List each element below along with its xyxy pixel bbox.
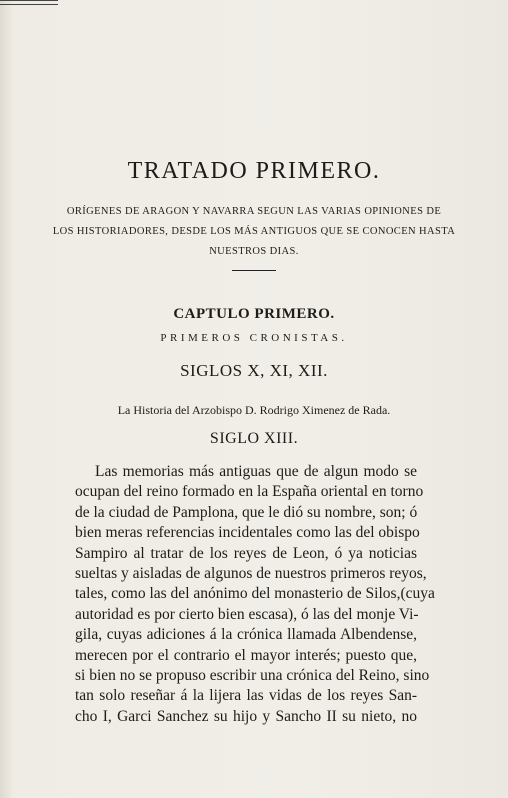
treatise-title: TRATADO PRIMERO. <box>127 158 381 184</box>
text-line: tales, como las del anónimo del monasterio de Silos,(cuya <box>75 585 435 603</box>
subtitle-line: ORÍGENES DE ARAGON Y NAVARRA SEGUN LAS VARIAS OPINIONES DE <box>66 206 442 217</box>
text-line: cho I, Garci Sanchez su hijo y Sancho II su nieto, no <box>75 707 417 725</box>
subtitle-line: NUESTROS DIAS. <box>209 246 299 257</box>
section-heading-2: SIGLO XIII. <box>209 430 299 447</box>
text-line: autoridad es por cierto bien escasa), ó las del monje Vi- <box>75 605 419 623</box>
chapter-title: CAPTULO PRIMERO. <box>173 306 335 322</box>
body-paragraph <box>75 462 435 727</box>
section-divider <box>232 270 276 271</box>
text-line: merecen por el contrario el mayor interés; puesto que, <box>75 646 417 664</box>
historical-note: La Historia del Arzobispo D. Rodrigo Ximenez de Rada. <box>117 403 391 417</box>
text-line: sueltas y aisladas de algunos de nuestros primeros reyos, <box>75 565 427 583</box>
chapter-subtitle: PRIMEROS CRONISTAS. <box>160 332 348 344</box>
title-ornament <box>0 0 58 5</box>
text-line: si bien no se propuso escribir una crónica del Reino, sino <box>75 667 430 685</box>
text-line: Sampiro al tratar de los reyes de Leon, ó ya noticias <box>75 544 417 562</box>
text-line: tan solo reseñar á la lijera las vidas de los reyes San- <box>75 687 417 705</box>
text-line: bien meras referencias incidentales como las del obispo <box>75 524 420 542</box>
text-line: ocupan del reino formado en la España oriental en torno <box>75 483 424 501</box>
text-line: gila, cuyas adiciones á la crónica llamada Albendense, <box>75 626 417 644</box>
text-line: de la ciudad de Pamplona, que le dió su nombre, son; ó <box>75 503 418 521</box>
section-heading: SIGLOS X, XI, XII. <box>180 361 328 380</box>
text-line: Las memorias más antiguas que de algun modo se <box>95 463 417 480</box>
subtitle-line: LOS HISTORIADORES, DESDE LOS MÁS ANTIGUOS QUE SE CONOCEN HASTA <box>52 226 456 237</box>
